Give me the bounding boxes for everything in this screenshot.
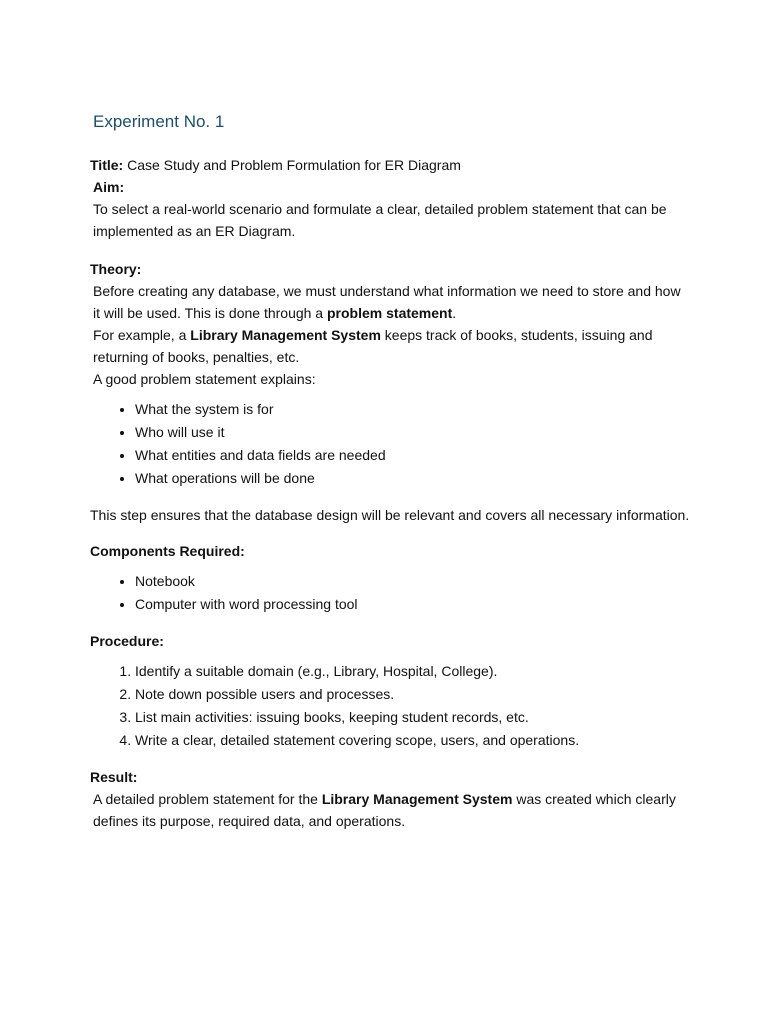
theory-p1-end: . <box>452 305 457 321</box>
list-item: • Notebook <box>135 570 690 593</box>
list-item: 1. Identify a suitable domain (e.g., Library, Hospital, College). <box>135 660 690 683</box>
result-text-start: A detailed problem statement for the <box>93 791 322 807</box>
title-text: Case Study and Problem Formulation for ER Diagram <box>123 157 461 173</box>
theory-p2-end: keeps track of books, students, issuing and returning of books, penalties, etc. <box>93 327 653 365</box>
theory-paragraph-3: A good problem statement explains: <box>93 371 316 387</box>
list-item: • Computer with word processing tool <box>135 593 690 616</box>
components-label: Components Required: <box>90 543 245 559</box>
aim-text: To select a real-world scenario and formulate a clear, detailed problem statement that can be implemented as an ER Diagram. <box>93 201 667 239</box>
list-item: 2. Note down possible users and processes. <box>135 683 690 706</box>
aim-label: Aim: <box>93 179 125 195</box>
theory-closing: This step ensures that the database design will be relevant and covers all necessary information. <box>90 507 690 523</box>
theory-p2-emphasis: Library Management System <box>190 327 381 343</box>
result-emphasis: Library Management System <box>321 791 513 807</box>
theory-bullet-list <box>90 398 690 490</box>
components-list <box>90 570 690 616</box>
title-label: Title: <box>90 157 124 173</box>
theory-p1-text: Before creating any database, we must understand what information we need to store and how it will be used. This is done through a <box>93 283 681 321</box>
result-text-end: was created which clearly defines its purpose, required data, and operations. <box>93 791 676 829</box>
list-item: • What operations will be done <box>135 467 690 490</box>
list-item: • What the system is for <box>135 398 690 421</box>
list-item: • What entities and data fields are needed <box>135 444 690 467</box>
list-item: 3. List main activities: issuing books, keeping student records, etc. <box>135 706 690 729</box>
result-text <box>90 788 690 832</box>
theory-p1-emphasis: problem statement <box>327 305 453 321</box>
procedure-list <box>90 660 690 752</box>
theory-paragraph-2 <box>90 324 690 368</box>
list-item: 4. Write a clear, detailed statement covering scope, users, and operations. <box>135 729 690 752</box>
theory-label: Theory: <box>90 261 142 277</box>
theory-p2-text: For example, a <box>93 327 191 343</box>
document-page <box>90 110 690 832</box>
result-label: Result: <box>90 769 138 785</box>
title-line <box>90 154 690 176</box>
procedure-label: Procedure: <box>90 633 164 649</box>
list-item: • Who will use it <box>135 421 690 444</box>
theory-paragraph-1 <box>90 280 690 324</box>
page-title: Experiment No. 1 <box>93 112 225 131</box>
